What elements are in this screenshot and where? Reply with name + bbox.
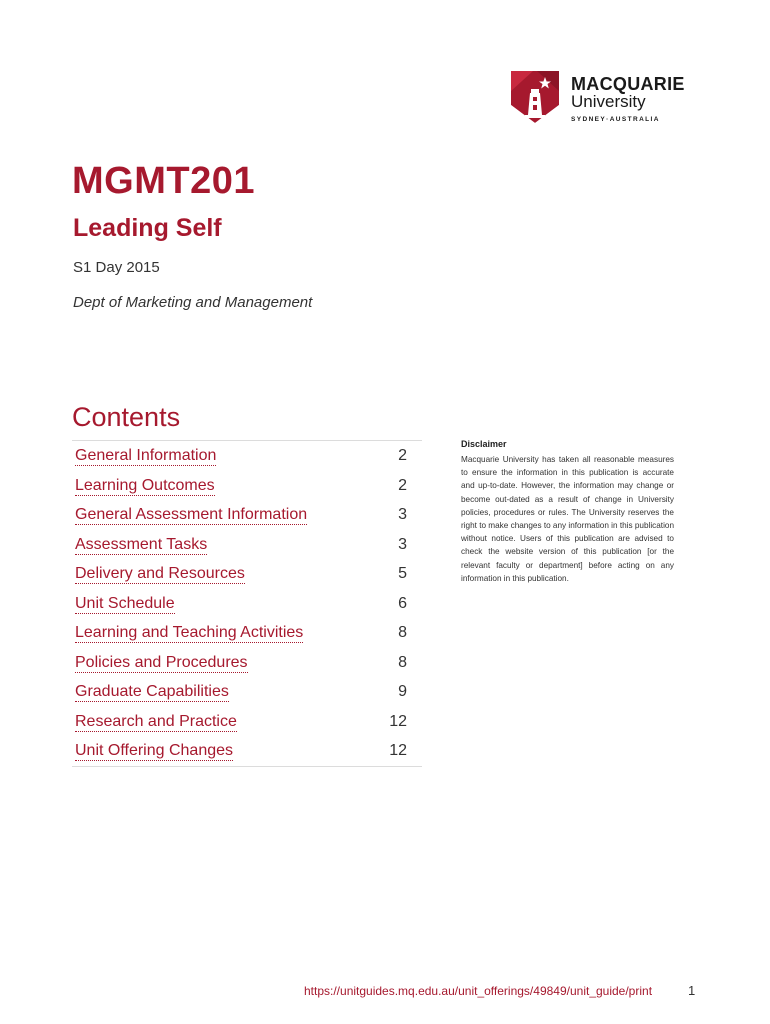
toc-page-number: 12 <box>389 742 407 759</box>
disclaimer-title: Disclaimer <box>461 439 507 449</box>
logo-line-2: University <box>571 92 646 111</box>
unit-name: Leading Self <box>73 214 222 242</box>
toc-row <box>72 736 422 766</box>
toc-page-number: 8 <box>398 624 407 641</box>
toc-link[interactable]: Research and Practice <box>75 712 237 730</box>
footer-url-link[interactable]: https://unitguides.mq.edu.au/unit_offerings/49849/unit_guide/print <box>304 984 653 998</box>
logo-line-1: MACQUARIE <box>571 74 685 94</box>
university-logo <box>511 71 701 125</box>
disclaimer-text: Macquarie University has taken all reasonable measures to ensure the information in this publication is accurate and up-to-date. However, the information may change or become out-dated as a result of change in University policies, procedures or rules. The University reserves the right to make changes to any information in this publication without notice. Users of this publication are advised to check the website version of this publication [or the relevant faculty or department] before acting on any information in this publication. <box>461 455 674 583</box>
toc-link[interactable]: General Information <box>75 447 217 464</box>
toc-row <box>72 648 422 678</box>
toc-page-number: 2 <box>398 447 407 464</box>
toc-link[interactable]: Graduate Capabilities <box>75 683 229 700</box>
toc-row <box>72 707 422 737</box>
toc-row <box>72 589 422 619</box>
toc-page-number: 12 <box>389 712 407 730</box>
toc-row <box>72 677 422 707</box>
toc-row <box>72 559 422 589</box>
contents-heading: Contents <box>72 402 181 432</box>
logo-wordmark <box>571 75 685 125</box>
toc-link[interactable]: Learning Outcomes <box>75 476 215 494</box>
disclaimer-box <box>461 439 674 585</box>
toc-link[interactable]: Unit Schedule <box>75 594 175 612</box>
toc-link[interactable]: Learning and Teaching Activities <box>75 624 304 641</box>
toc-link[interactable]: Assessment Tasks <box>75 535 208 553</box>
toc-row <box>72 500 422 530</box>
toc-page-number: 8 <box>398 653 407 671</box>
toc-page-number: 3 <box>398 506 407 523</box>
toc-page-number: 3 <box>398 535 407 553</box>
logo-line-3: SYDNEY·AUSTRALIA <box>571 116 660 123</box>
lighthouse-crest-icon <box>511 71 559 123</box>
toc-page-number: 5 <box>398 565 407 582</box>
toc-page-number: 2 <box>398 476 407 494</box>
table-of-contents <box>72 440 422 767</box>
toc-link[interactable]: Unit Offering Changes <box>75 742 234 759</box>
toc-row <box>72 618 422 648</box>
toc-link[interactable]: Delivery and Resources <box>75 565 245 582</box>
department-name: Dept of Marketing and Management <box>73 294 313 311</box>
toc-page-number: 6 <box>398 594 407 612</box>
page-number: 1 <box>688 983 696 998</box>
toc-row <box>72 441 422 471</box>
toc-row <box>72 530 422 560</box>
unit-code: MGMT201 <box>72 160 255 202</box>
offering-period: S1 Day 2015 <box>73 259 160 276</box>
toc-link[interactable]: General Assessment Information <box>75 506 308 523</box>
toc-link[interactable]: Policies and Procedures <box>75 653 248 671</box>
toc-page-number: 9 <box>398 683 407 700</box>
toc-row <box>72 471 422 501</box>
